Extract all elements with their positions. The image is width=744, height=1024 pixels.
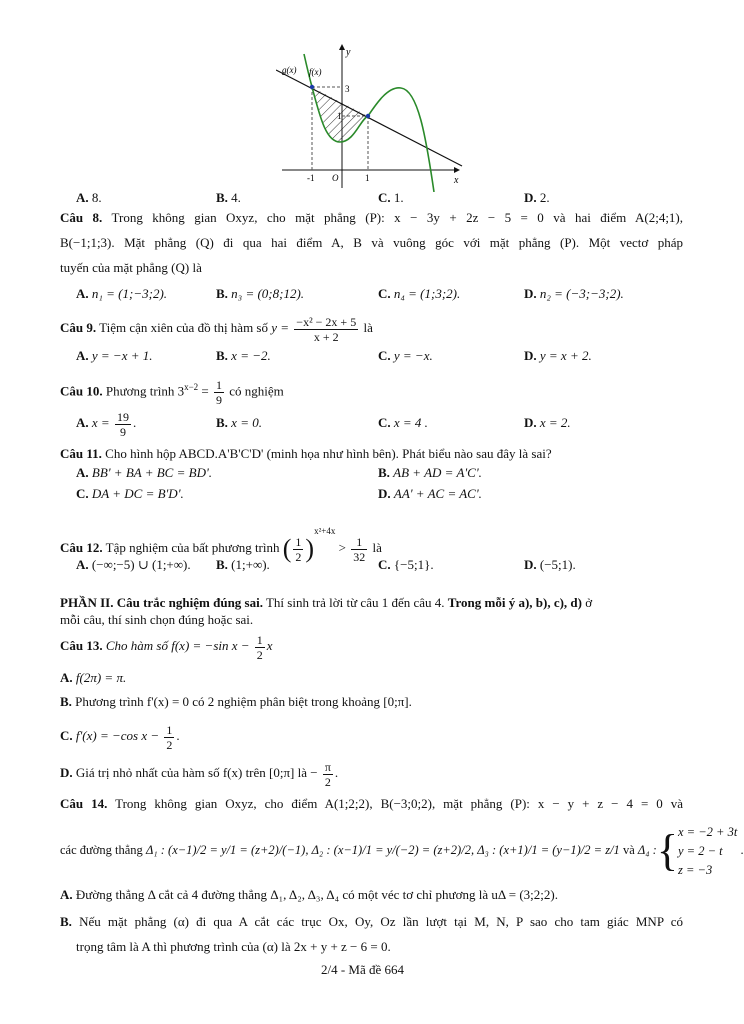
f-label: f(x) [309,67,322,77]
q8-line2: B(−1;1;3). Mặt phẳng (Q) đi qua hai điểm A, B và vuông góc với mặt phẳng (P). Một vectơ pháp [60,235,683,250]
q10-answer-c: C. x = 4 . [378,415,428,430]
q11-answer-a: A. BB' + BA + BC = BD'. [76,465,212,480]
q13-item-d: D. Giá trị nhỏ nhất của hàm số f(x) trên [0;π] là − $\frac{\pi}{2}$ . [60,759,339,789]
q8-line1: Câu 8. Trong không gian Oxyz, cho mặt phẳng (P): x − 3y + 2z − 5 = 0 và hai điểm A(2;4;1), [60,210,684,225]
q10-answer-b: B. x = 0. [216,415,262,430]
g-label: g(x) [282,65,297,75]
q14-item-a: A. Đường thẳng Δ cắt cả 4 đường thẳng Δ₁, Δ₂, Δ₃, Δ₄ có một véc tơ chỉ phương là uΔ = (3;2;2). [60,887,558,902]
q10-question: Câu 10. Phương trình $3^{x-2}$ = $\frac{1}{9}$ có nghiệm [60,377,284,407]
tick-origin: O [332,173,339,183]
q8-line3: tuyến của mặt phẳng (Q) là [60,260,202,275]
q7-answer-b: B. 4. [216,190,241,205]
q11-answer-b: B. AB + AD = A'C'. [378,465,482,480]
q11-answer-d: D. AA' + AC = AC'. [378,486,482,501]
q9-answer-d: D. y = x + 2. [524,348,592,363]
q9-answer-c: C. y = −x. [378,348,433,363]
q12-answer-a: A. (−∞;−5) ∪ (1;+∞). [76,557,191,572]
q8-answer-b: B. n₃ = (0;8;12). [216,286,305,301]
q8-answer-a: A. n₁ = (1;−3;2). [76,286,168,301]
q13-item-c: C. f'(x) = −cos x − $\frac{1}{2}$ . [60,722,180,752]
line-g [276,70,462,166]
q8-answer-d: D. n₂ = (−3;−3;2). [524,286,624,301]
q12-answer-d: D. (−5;1). [524,557,576,572]
q8-answer-c: C. n₄ = (1;3;2). [378,286,461,301]
tick-1-y: 1 [337,111,342,121]
y-label: y [346,47,351,58]
part2-line2: mỗi câu, thí sinh chọn đúng hoặc sai. [60,612,254,627]
q7-answer-c: C. 1. [378,190,404,205]
q7-answer-d: D. 2. [524,190,550,205]
part2-header: PHẦN II. Câu trắc nghiệm đúng sai. Thí sinh trả lời từ câu 1 đến câu 4. Trong mỗi ý a), b), c), d) ở [60,595,593,610]
curve-f [304,54,434,192]
q14-item-b-line1: B. Nếu mặt phẳng (α) đi qua A cắt các trục Ox, Oy, Oz lần lượt tại M, N, P sao cho tam giác MNP có [60,914,683,929]
tick-minus1: -1 [307,173,315,183]
q13-item-a: A. f(2π) = π. [60,670,127,685]
q11-answer-c: C. DA + DC = B'D'. [76,486,184,501]
q11-question: Câu 11. Cho hình hộp ABCD.A'B'C'D' (minh họa như hình bên). Phát biểu nào sau đây là sai? [60,446,552,461]
tick-1-x: 1 [365,173,370,183]
q9-answer-b: B. x = −2. [216,348,271,363]
q10-answer-d: D. x = 2. [524,415,571,430]
q10-answer-a: A. x = $\frac{19}{9}$ . [76,409,137,439]
q9-question: Câu 9. Tiệm cận xiên của đồ thị hàm số y = $\frac{\text{−x² − 2x + 5}}{x + 2}$ là [60,314,373,344]
q14-line1: Câu 14. Trong không gian Oxyz, cho điểm A(1;2;2), B(−3;0;2), mặt phẳng (P): x − y + z − 4 = 0 và [60,796,684,811]
x-label: x [454,175,459,186]
q14-lines: các đường thẳng Δ₁ : (x−1)/2 = y/1 = (z+2)/(−1), Δ₂ : (x−1)/1 = y/(−2) = (z+2)/2, Δ₃ : (x+1)/1 = (y−1)/2 = z/1 và Δ₄ :{ x = −2 + 3t y = 2 − t z = −3 . [60,824,744,877]
function-graph [276,42,466,192]
tick-3: 3 [345,84,350,94]
intersection-left [310,85,314,89]
q13-item-b: B. Phương trình f'(x) = 0 có 2 nghiệm phân biệt trong khoảng [0;π]. [60,694,412,709]
q12-answer-b: B. (1;+∞). [216,557,270,572]
q13-question: Câu 13. Cho hàm số f(x) = −sin x − $\frac{1}{2}$ x [60,632,273,662]
q14-item-b-line2: trọng tâm là A thì phương trình của (α) là 2x + y + z − 6 = 0. [76,939,391,954]
q12-answer-c: C. {−5;1}. [378,557,434,572]
intersection-right [366,114,370,118]
q7-answer-a: A. 8. [76,190,102,205]
q12-question: Câu 12. Tập nghiệm của bất phương trình ( $\frac{1}{2}$ )$^{x^2+4x}$ > $\frac{1}{32}$ là [60,526,382,564]
page-footer: 2/4 - Mã đề 664 [320,962,405,977]
q9-answer-a: A. y = −x + 1. [76,348,153,363]
